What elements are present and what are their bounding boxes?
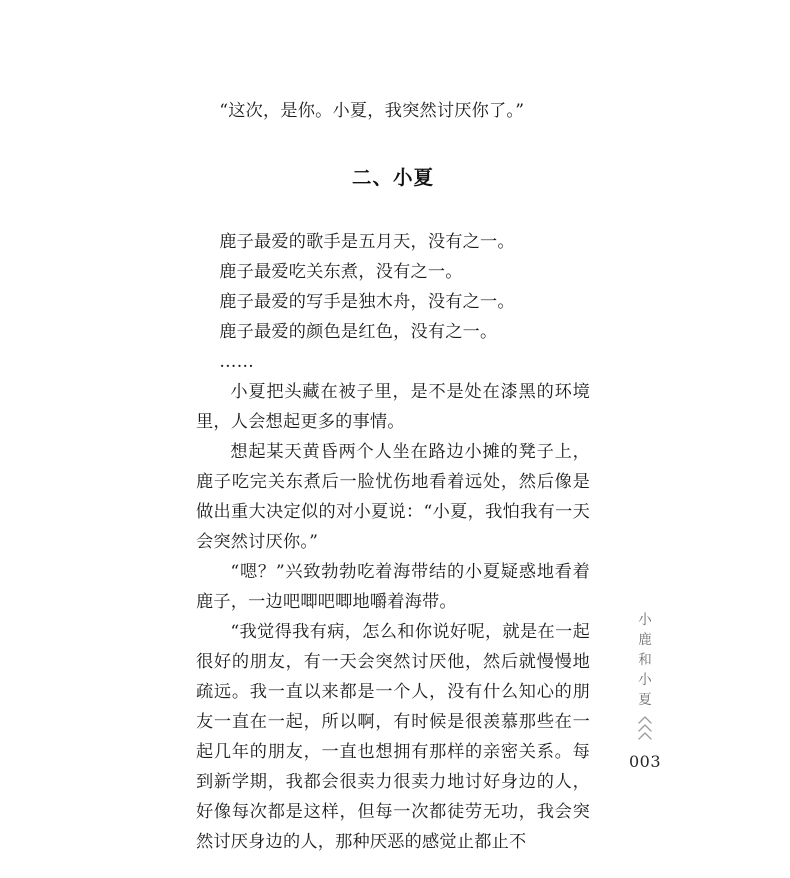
verse-line: 鹿子最爱的歌手是五月天，没有之一。 bbox=[219, 232, 515, 252]
running-head-char: 小 bbox=[638, 612, 652, 628]
running-head-char: 鹿 bbox=[638, 632, 652, 648]
running-head-char: 和 bbox=[638, 652, 652, 668]
verse-line: 鹿子最爱的写手是独木舟，没有之一。 bbox=[219, 292, 515, 312]
body-paragraph: “我觉得我有病，怎么和你说好呢，就是在一起很好的朋友，有一天会突然讨厌他，然后就慢慢地疏远。我一直以来都是一个人，没有什么知心的朋友一直在一起，所以啊，有时候是很羡慕那些在一起几年的朋友，一直也想拥有那样的亲密关系。每到新学期，我都会很卖力很卖力地讨好身边的人，好像每次都是这样，但每一次都徒劳无功，我会突然讨厌身边的人，那种厌恶的感觉止都止不 bbox=[196, 622, 590, 852]
running-head-vertical bbox=[628, 610, 662, 710]
running-head-char: 小 bbox=[638, 672, 652, 688]
running-head-char: 夏 bbox=[638, 692, 652, 708]
opening-quoted-line: “这次，是你。小夏，我突然讨厌你了。” bbox=[219, 101, 525, 121]
page-number: 003 bbox=[628, 752, 662, 771]
verse-line: 鹿子最爱的颜色是红色，没有之一。 bbox=[219, 322, 498, 342]
text-column bbox=[196, 96, 590, 857]
section-heading: 二、小夏 bbox=[351, 166, 434, 189]
verse-line: 鹿子最爱吃关东煮，没有之一。 bbox=[219, 262, 463, 282]
ellipsis-line: …… bbox=[219, 352, 254, 372]
body-paragraph: “嗯？”兴致勃勃吃着海带结的小夏疑惑地看着鹿子，一边吧唧吧唧地嚼着海带。 bbox=[196, 562, 590, 612]
triple-chevron-up-icon bbox=[628, 714, 662, 744]
body-paragraph: 想起某天黄昏两个人坐在路边小摊的凳子上，鹿子吃完关东煮后一脸忧伤地看着远处，然后像是做出重大决定似的对小夏说：“小夏，我怕我有一天会突然讨厌你。” bbox=[196, 442, 590, 552]
body-paragraph: 小夏把头藏在被子里，是不是处在漆黑的环境里，人会想起更多的事情。 bbox=[196, 382, 590, 432]
spacer bbox=[196, 126, 590, 163]
spacer bbox=[196, 193, 590, 227]
